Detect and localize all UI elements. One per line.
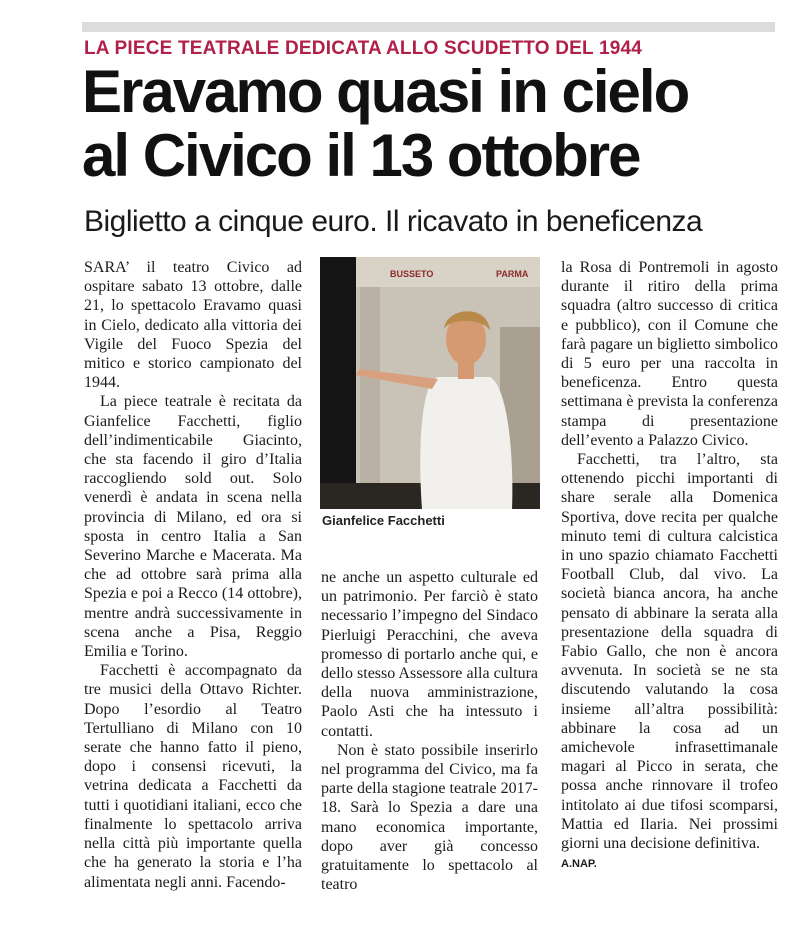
author-signature: A.NAP. — [561, 858, 597, 871]
headline-line-1: Eravamo quasi in cielo — [82, 58, 689, 125]
top-rule — [82, 22, 775, 32]
subheadline: Biglietto a cinque euro. Il ricavato in beneficenza — [84, 205, 703, 238]
sign-right: PARMA — [496, 269, 529, 279]
paragraph: Non è stato possibile inserirlo nel programma del Civico, ma fa parte della stagione teatrale 2017-18. Sarà lo Spezia a dare una mano economica importante, dopo aver già concesso gratuitamente lo spettacolo al teatro — [321, 741, 538, 894]
column-2 — [321, 568, 538, 894]
kicker: LA PIECE TEATRALE DEDICATA ALLO SCUDETTO DEL 1944 — [84, 38, 643, 59]
paragraph: SARA’ il teatro Civico ad ospitare sabato 13 ottobre, dalle 21, lo spettacolo Eravamo quasi in Cielo, dedicato alla vittoria dei Vigile del Fuoco Spezia del mitico e storico campionato del 1944. — [84, 259, 302, 392]
photo-caption: Gianfelice Facchetti — [322, 513, 445, 528]
paragraph: Facchetti, tra l’altro, sta ottenendo picchi importanti di share serale alla Domenica Sportiva, dove recita per qualche minuto temi di cultura calcistica in uno spazio chiamato Facchetti Football Club, dal vivo. La società bianca ancora, ha anche pensato di abbinare la serata alla presentazione della squadra di Fabio Gallo, che non è ancora avvenuta. In società se ne sta discutendo valutando la cosa insieme all’altra possibilità: abbinare la cosa ad un amichevole infrasettimanale magari al Picco in serata, che possa anche rinnovare il trofeo intitolato ai due tifosi scomparsi, Mattia ed Ilaria. Nei prossimi giorni una decisione definitiva. — [561, 451, 778, 853]
column-1 — [84, 258, 302, 892]
paragraph: la Rosa di Pontremoli in agosto durante il ritiro della prima squadra (altro successo di critica e pubblico), con il Comune che farà pagare un biglietto simbolico di 5 euro per una raccolta in beneficenza. Entro questa settimana è prevista la conferenza stampa di presentazione dell’evento a Palazzo Civico. — [561, 259, 778, 449]
headline-line-2: al Civico il 13 ottobre — [82, 122, 640, 189]
paragraph: La piece teatrale è recitata da Gianfelice Facchetti, figlio dell’indimenticabile Giacinto, che sta facendo il giro d’Italia raccogliendo sold out. Solo venerdì è andata in scena nella provincia di Milano, ed ora si sposta in centro Italia a San Severino Marche e Macerata. Ma che ad ottobre sarà prima alla Spezia e poi a Recco (14 ottobre), mentre andrà successivamente in scena anche a Pisa, Reggio Emilia e Torino. — [84, 393, 302, 661]
headline — [82, 60, 782, 188]
paragraph: ne anche un aspetto culturale ed un patrimonio. Per farciò è stato necessario l’impegno del Sindaco Pierluigi Peracchini, che aveva promesso di portarlo anche qui, e dello stesso Assessore alla cultura della nuova amministrazione, Paolo Asti che ha intessuto i contatti. — [321, 569, 538, 740]
paragraph: Facchetti è accompagnato da tre musici della Ottavo Richter. Dopo l’esordio al Teatro Tertulliano di Milano con 10 serate che hanno fatto il pieno, dopo i consensi ricevuti, la vetrina dedicata a Facchetti da tutti i quotidiani italiani, ecco che finalmente lo spettacolo arriva nella città più importante quella che ha generato la storia e l’ha alimentata negli anni. Facendo- — [84, 662, 302, 891]
column-3 — [561, 258, 778, 875]
photo-illustration — [320, 257, 540, 509]
sign-left: BUSSETO — [390, 269, 434, 279]
article-photo — [320, 257, 540, 509]
